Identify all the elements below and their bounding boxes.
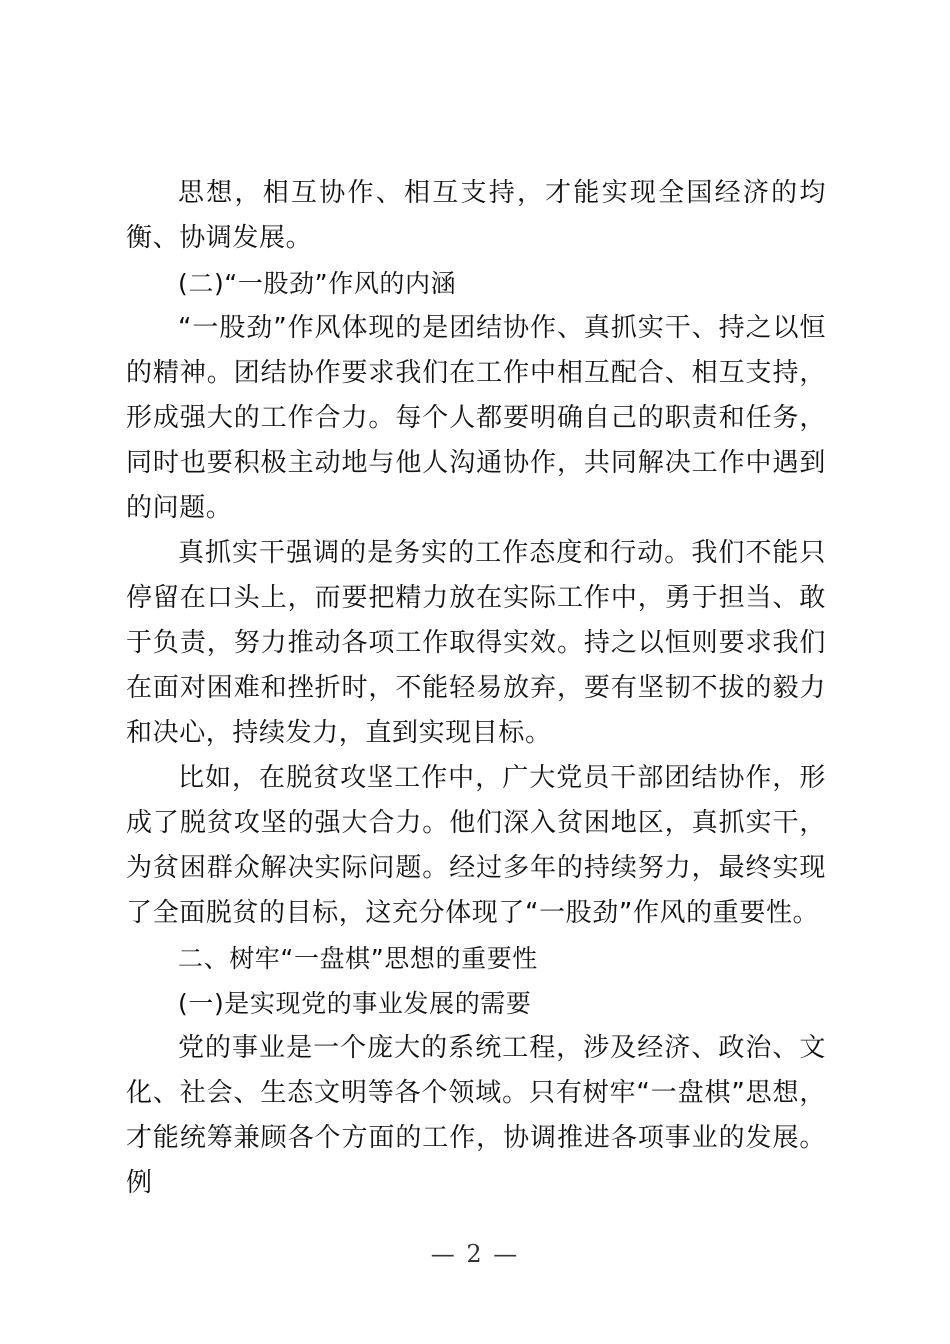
paragraph-4: 比如，在脱贫攻坚工作中，广大党员干部团结协作，形成了脱贫攻坚的强大合力。他们深入贫困地区，真抓实干，为贫困群众解决实际问题。经过多年的持续努力，最终实现了全面脱贫的目标，这充分体现了“一股劲”作风的重要性。 [126, 763, 826, 928]
paragraph-3: 真抓实干强调的是务实的工作态度和行动。我们不能只停留在口头上，而要把精力放在实际工作中，勇于担当、敢于负责，努力推动各项工作取得实效。持之以恒则要求我们在面对困难和挫折时，不能轻易放弃，要有坚韧不拔的毅力和决心，持续发力，直到实现目标。 [126, 538, 826, 748]
section-heading-2: 二、树牢“一盘棋”思想的重要性 [178, 944, 538, 973]
subheading-2: (二)“一股劲”作风的内涵 [178, 269, 457, 298]
body-text [126, 171, 826, 1206]
subheading-1: (一)是实现党的事业发展的需要 [178, 989, 532, 1018]
paragraph-1: 思想，相互协作、相互支持，才能实现全国经济的均衡、协调发展。 [126, 178, 826, 253]
paragraph-2: “一股劲”作风体现的是团结协作、真抓实干、持之以恒的精神。团结协作要求我们在工作中相互配合、相互支持，形成强大的工作合力。每个人都要明确自己的职责和任务，同时也要积极主动地与他人沟通协作，共同解决工作中遇到的问题。 [126, 313, 826, 523]
page-number: — 2 — [430, 1240, 520, 1268]
paragraph-5: 党的事业是一个庞大的系统工程，涉及经济、政治、文化、社会、生态文明等各个领域。只有树牢“一盘棋”思想，才能统筹兼顾各个方面的工作，协调推进各项事业的发展。例 [126, 1033, 826, 1198]
